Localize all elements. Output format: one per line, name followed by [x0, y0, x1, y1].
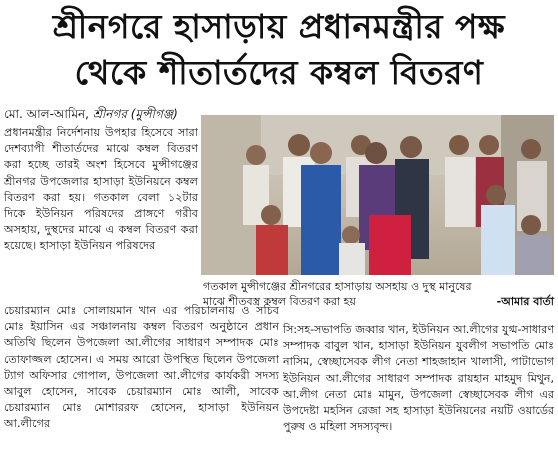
- byline-author: মো. আল-আমিন,: [4, 107, 89, 121]
- article-bottom-left: [4, 303, 279, 433]
- byline-location: শ্রীনগর (মুন্সীগঞ্জ): [92, 107, 178, 121]
- headline-line-1: শ্রীনগরে হাসাড়ায় প্রধানমন্ত্রীর পক্ষ: [52, 7, 506, 46]
- article-paragraph-1: প্রধানমন্ত্রীর নির্দেশনায় উপহার হিসেবে সারা দেশব্যাপী শীতার্তদের মাঝে কম্বল বিতরণ করা হচ্ছে তারই অংশ হিসেবে মুন্সীগঞ্জের শ্রীনগর উপজেলার হাসাড়া ইউনিয়নে কম্বল বিতরণ করা হয়। গতকাল বেলা ১২টার দিকে ইউনিয়ন পরিষদের প্রাঙ্গণে গরীব অসহায়, দুস্থদের মাঝে এ কম্বল বিতরণ করা হয়েছে। হাসাড়া ইউনিয়ন পরিষদের: [4, 126, 198, 253]
- headline: [0, 0, 558, 104]
- news-photo-illustration: [201, 115, 554, 275]
- article-left-column: [4, 125, 198, 255]
- headline-line-2: থেকে শীতার্তদের কম্বল বিতরণ: [74, 53, 484, 92]
- caption-line-1: গতকাল মুন্সীগঞ্জের শ্রীনগরের হাসাড়ায় অসহায় ও দুস্থ মানুষের: [203, 280, 472, 293]
- news-photo: [201, 115, 554, 275]
- photo-credit: -আমার বার্তা: [496, 295, 554, 308]
- caption-line-2-text: মাঝে শীতবস্ত্র কম্বল বিতরণ করা হয়: [203, 295, 356, 308]
- article-paragraph-2: চেয়ারম্যান মোঃ সোলায়মান খান এর পরিচালনায় ও সচিব মোঃ ইয়াসিন এর সঞ্চালনায় কম্বল বিতরণ অনুষ্ঠানে প্রধান অতিথি ছিলেন উপজেলা আ.লীগের সাধারণ সম্পাদক মোঃ তোফাজ্জল হোসেন। এ সময় আরো উপস্থিত ছিলেন উপজেলা ট্যাগ অফিসার গোপাল, উপজেলা আ.লীগের কার্যকরী সদস্য আবুল হোসেন, সাবেক চেয়ারম্যান মোঃ আলী, সাবেক চেয়ারম্যান মোঃ মোশাররফ হোসেন, হাসাড়া ইউনিয়ন আ.লীগের: [4, 304, 279, 431]
- article-right-column: [283, 322, 554, 435]
- byline: [4, 107, 202, 122]
- article-paragraph-3: সি:সহ-সভাপতি জব্বার খান, ইউনিয়ন আ.লীগের যুগ্ম-সাধারণ সম্পাদক বাবুল খান, হাসাড়া ইউনিয়ন যুবলীগ সভাপতি মোঃ নাসিম, স্বেচ্ছাসেবক লীগ নেতা শাহজাহান খালাসী, পাটাভোগ ইউনিয়ন আ.লীগের সাধারণ সম্পাদক রায়হান মাহমুদ মিথুন, আ.লীগ নেতা মোঃ মামুন, উপজেলা স্বেচ্ছাসেবক লীগ এর উপদেষ্টা মহসিন রেজা সহ হাসাড়া ইউনিয়নের নয়টি ওয়ার্ডের পুরুষ ও মহিলা সদস্যবৃন্দ।: [283, 323, 554, 434]
